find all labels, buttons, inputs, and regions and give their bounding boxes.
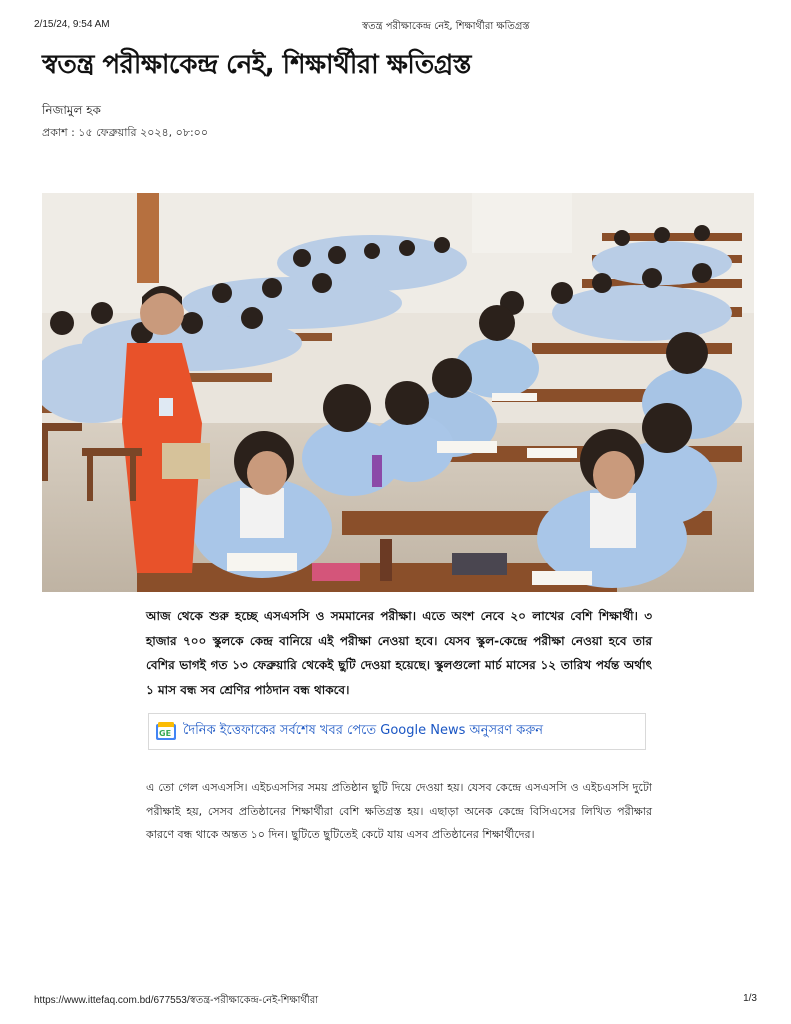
page-number: 1/3	[743, 993, 757, 1004]
print-url: https://www.ittefaq.com.bd/677553/স্বতন্ত্র-পরীক্ষাকেন্দ্র-নেই-শিক্ষার্থীরা	[34, 995, 319, 1006]
publish-date: প্রকাশ : ১৫ ফেব্রুয়ারি ২০২৪, ০৮:০০	[42, 126, 208, 139]
article-photo	[42, 193, 754, 592]
article-lead: আজ থেকে শুরু হচ্ছে এসএসসি ও সমমানের পরীক্ষা। এতে অংশ নেবে ২০ লাখের বেশি শিক্ষার্থী। ৩ হাজার ৭০০ স্কুলকে কেন্দ্র বানিয়ে এই পরীক্ষা নেওয়া হবে। যেসব স্কুল-কেন্দ্রে পরীক্ষা নেওয়া হবে তার বেশির ভাগই গত ১৩ ফেব্রুয়ারি থেকেই ছুটি দেওয়া হয়েছে। স্কুলগুলো মার্চ মাসের ১২ তারিখ পর্যন্ত অর্থাৎ ১ মাস বন্ধ সব শ্রেণির পাঠদান বন্ধ থাকবে।	[146, 609, 652, 697]
author-name[interactable]: নিজামুল হক	[42, 103, 101, 117]
article-paragraph: এ তো গেল এসএসসি। এইচএসসির সময় প্রতিষ্ঠান ছুটি দিয়ে দেওয়া হয়। যেসব কেন্দ্রে এসএসসি ও এইচএসসি দুটো পরীক্ষাই হয়, সেসব প্রতিষ্ঠানের শিক্ষার্থীরা বেশি ক্ষতিগ্রস্ত হয়। এছাড়া অনেক কেন্দ্রে বিসিএসের লিখিত পরীক্ষার কারণে বন্ধ থাকে অন্তত ১০ দিন। ছুটিতে ছুটিতেই কেটে যায় এসব প্রতিষ্ঠানের শিক্ষার্থীদের।	[146, 781, 652, 841]
print-date-time: 2/15/24, 9:54 AM	[34, 19, 110, 30]
google-news-cta-label[interactable]: দৈনিক ইত্তেফাকের সর্বশেষ খবর পেতে Google News অনুসরণ করুন	[183, 723, 544, 738]
google-news-icon	[155, 722, 177, 742]
google-news-follow-link[interactable]	[148, 713, 646, 750]
svg-text:GE: GE	[159, 728, 172, 738]
print-page-title: স্বতন্ত্র পরীক্ষাকেন্দ্র নেই, শিক্ষার্থীরা ক্ষতিগ্রস্ত	[362, 21, 530, 32]
article-title: স্বতন্ত্র পরীক্ষাকেন্দ্র নেই, শিক্ষার্থীরা ক্ষতিগ্রস্ত	[42, 50, 471, 80]
